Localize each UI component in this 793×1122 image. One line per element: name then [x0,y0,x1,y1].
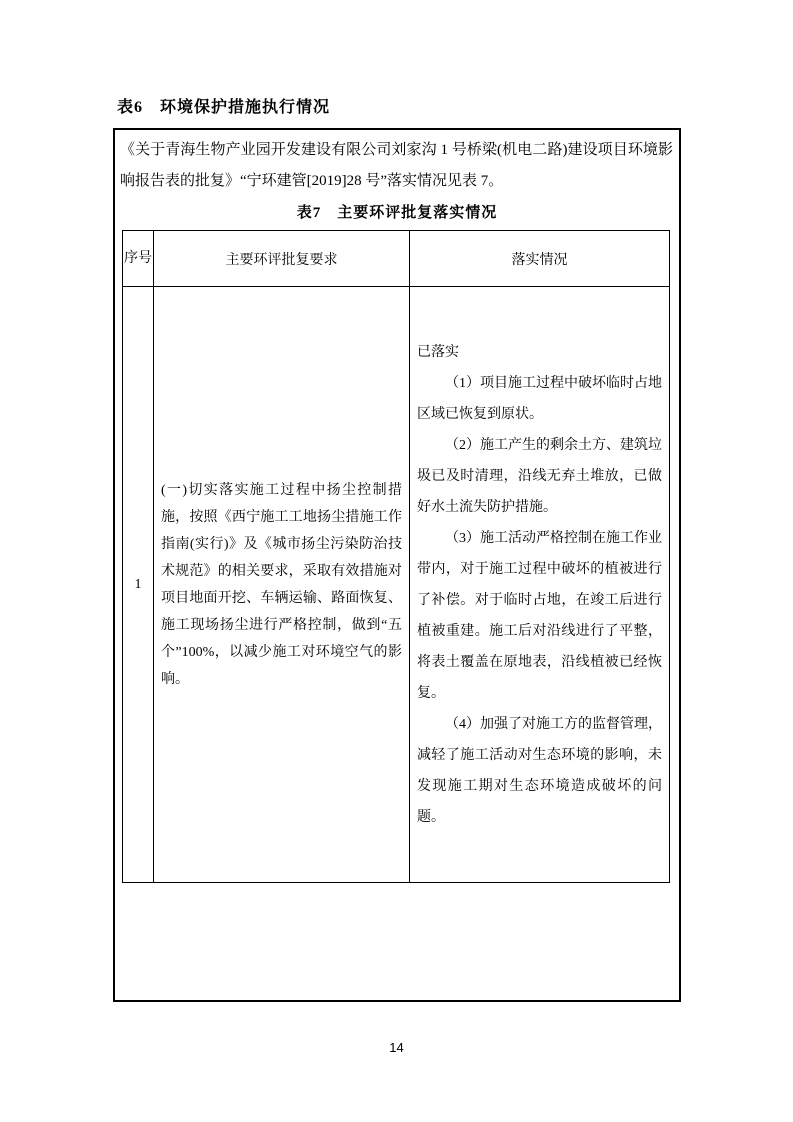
requirement-text: (一)切实落实施工过程中扬尘控制措施，按照《西宁施工工地扬尘措施工作指南(实行)》及《城市扬尘污染防治技术规范》的相关要求，采取有效措施对项目地面开挖、车辆运输、路面恢复、施工现场扬尘进行严格控制，做到“五个”100%，以减少施工对环境空气的影响。 [161,482,402,687]
intro-paragraph: 《关于青海生物产业园开发建设有限公司刘家沟 1 号桥梁(机电二路)建设项目环境影响报告表的批复》“宁环建管[2019]28 号”落实情况见表 7。 [120,142,673,189]
implementation-item-3: （3）施工活动严格控制在施工作业带内，对于施工过程中破坏的植被进行了补偿。对于临时占地，在竣工后进行植被重建。施工后对沿线进行了平整，将表土覆盖在原地表，沿线植被已经恢复。 [417,530,662,701]
table7-caption: 表7 主要环评批复落实情况 [296,205,498,221]
table7 [122,230,670,883]
column-header-index: 序号 [123,231,154,287]
page-number: 14 [389,1040,404,1055]
table-row [123,287,670,883]
column-header-requirement: 主要环评批复要求 [154,231,410,287]
row-implementation-cell [410,287,670,883]
table6-content-box [113,128,681,1002]
implementation-status: 已落实 [417,344,459,360]
implementation-item-2: （2）施工产生的剩余土方、建筑垃圾已及时清理，沿线无弃土堆放，已做好水土流失防护措施。 [417,437,662,515]
table7-header-row [123,231,670,287]
table6-heading: 表6 环境保护措施执行情况 [117,99,331,116]
implementation-item-4: （4）加强了对施工方的监督管理，减轻了施工活动对生态环境的影响，未发现施工期对生态环境造成破坏的问题。 [417,716,662,825]
row-index-cell: 1 [123,287,154,883]
row-requirement-cell [154,287,410,883]
column-header-implementation: 落实情况 [410,231,670,287]
implementation-item-1: （1）项目施工过程中破坏临时占地区域已恢复到原状。 [417,375,662,422]
